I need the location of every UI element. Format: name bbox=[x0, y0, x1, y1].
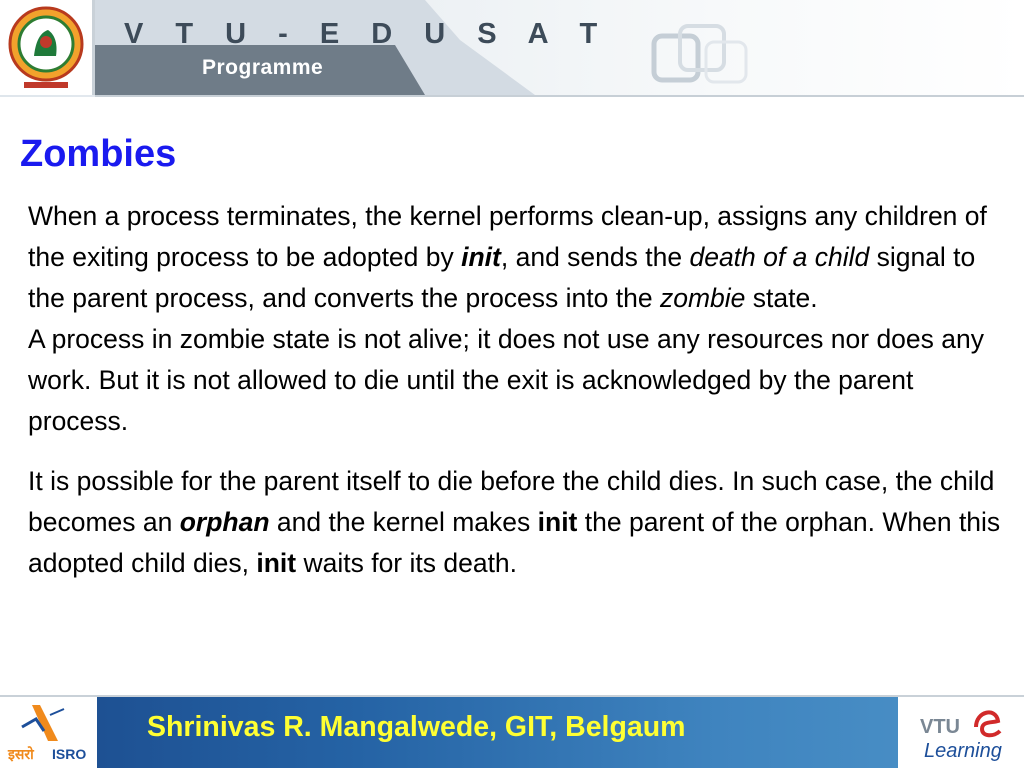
paragraph-zombie-state: A process in zombie state is not alive; it does not use any resources nor does any work. But it is not allowed to die until the exit is acknowledged by the parent process. bbox=[28, 324, 984, 436]
svg-text:Learning: Learning bbox=[924, 740, 1002, 762]
text-run: It is possible for the parent itself to die before the child dies. In such case, the child becomes an bbox=[28, 466, 995, 537]
term-init: init bbox=[256, 548, 297, 578]
presenter-credit: Shrinivas R. Mangalwede, GIT, Belgaum bbox=[147, 711, 686, 743]
text-run: , and sends the bbox=[500, 242, 690, 272]
term-death-of-a-child: death of a child bbox=[689, 242, 870, 272]
term-orphan: orphan bbox=[179, 507, 270, 537]
term-init: init bbox=[537, 507, 578, 537]
vtu-learning-logo bbox=[898, 697, 1024, 768]
svg-text:VTU: VTU bbox=[920, 716, 960, 738]
term-zombie: zombie bbox=[659, 283, 746, 313]
text-run: When a process terminates, the kernel performs clean-up, assigns any children of the exiting process to be adopted by bbox=[28, 201, 987, 272]
text-run: signal to the parent process, and converts the process into the bbox=[28, 242, 976, 313]
programme-title: V T U - E D U S A T bbox=[124, 18, 610, 50]
vtu-learning-icon bbox=[898, 697, 1024, 768]
isro-logo bbox=[0, 697, 97, 768]
header-divider bbox=[95, 95, 1024, 97]
text-run: and the kernel makes bbox=[269, 507, 538, 537]
svg-text:ISRO: ISRO bbox=[52, 746, 87, 762]
text-run: waits for its death. bbox=[296, 548, 518, 578]
decorative-squares-icon bbox=[640, 22, 760, 94]
text-run: the parent of the orphan. When this adopted child dies, bbox=[28, 507, 1001, 578]
vtu-logo bbox=[0, 0, 95, 95]
paragraph-process-termination bbox=[28, 196, 1008, 319]
vtu-seal-icon bbox=[6, 4, 86, 92]
svg-text:इसरो: इसरो bbox=[8, 746, 34, 762]
term-init: init bbox=[461, 242, 501, 272]
text-run: state. bbox=[745, 283, 818, 313]
slide-body bbox=[28, 196, 1008, 584]
isro-rocket-icon bbox=[0, 697, 97, 768]
paragraph-orphan bbox=[28, 461, 1008, 584]
programme-subtitle: Programme bbox=[202, 56, 324, 79]
slide-title: Zombies bbox=[20, 133, 177, 175]
header-banner bbox=[0, 0, 1024, 97]
